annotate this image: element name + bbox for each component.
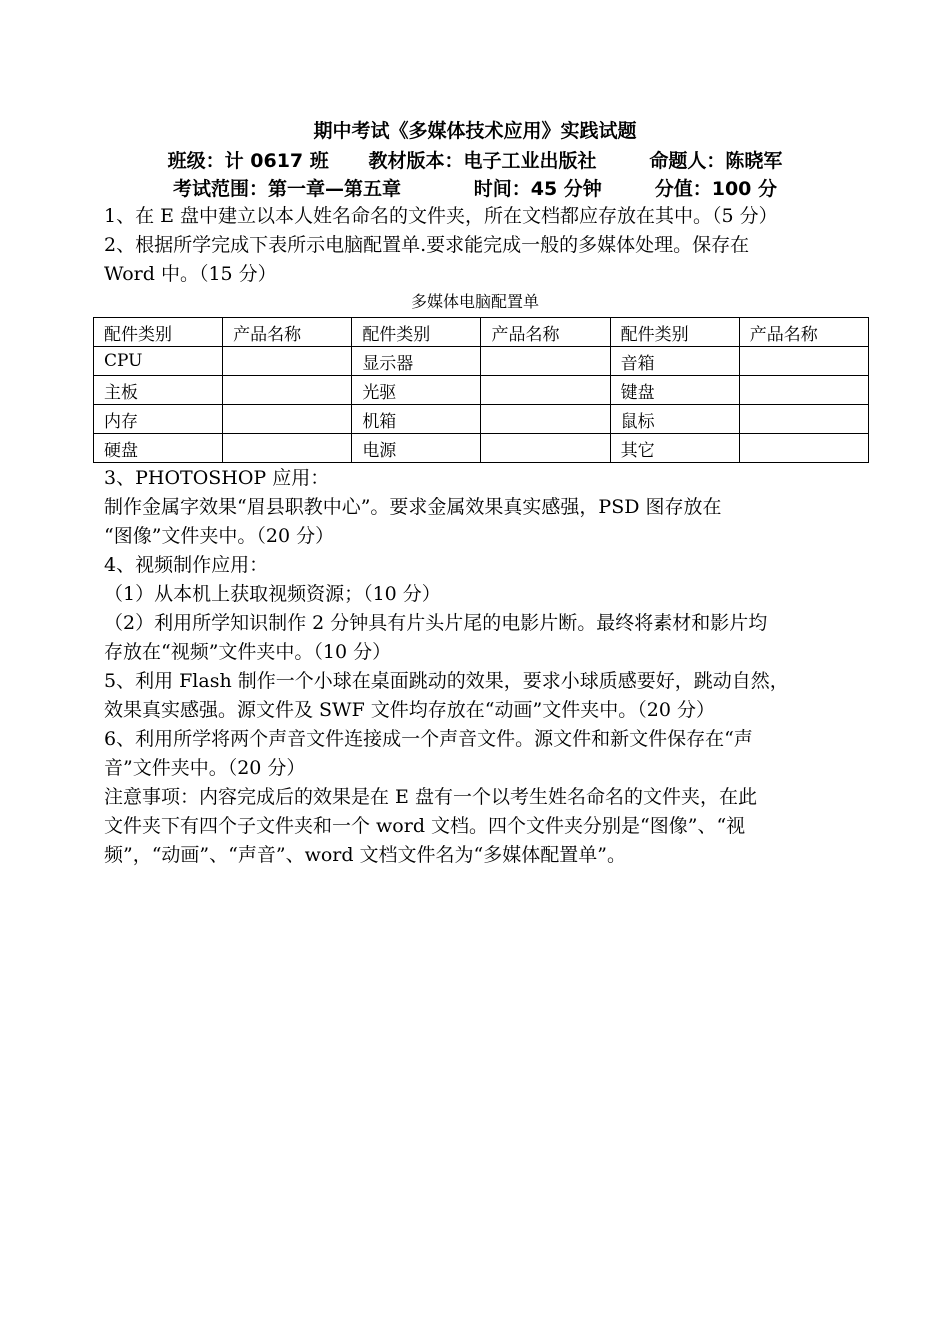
table-cell: 内存 — [94, 405, 223, 434]
note-line-2: 文件夹下有四个子文件夹和一个 word 文档。四个文件夹分别是“图像”、“视 — [104, 815, 746, 837]
table-caption: 多媒体电脑配置单 — [410, 292, 539, 311]
header-cell: 产品名称 — [739, 318, 868, 347]
exam-info-line: 班级：计 0617 班 教材版本：电子工业出版社 命题人：陈晓军 — [167, 150, 783, 172]
question-5-line-1: 5、利用 Flash 制作一个小球在桌面跳动的效果，要求小球质感要好，跳动自然， — [104, 670, 789, 692]
table-cell — [739, 434, 868, 463]
table-cell — [739, 376, 868, 405]
question-4-part-2-line-2: 存放在“视频”文件夹中。（10 分） — [104, 641, 392, 663]
question-1: 1、在 E 盘中建立以本人姓名命名的文件夹，所在文档都应存放在其中。（5 分） — [104, 205, 778, 227]
table-cell: 电源 — [352, 434, 481, 463]
table-cell: 音箱 — [610, 347, 739, 376]
table-cell: 机箱 — [352, 405, 481, 434]
question-5-line-2: 效果真实感强。源文件及 SWF 文件均存放在“动画”文件夹中。（20 分） — [104, 699, 715, 721]
question-4: 4、视频制作应用： — [104, 554, 269, 576]
table-cell: 硬盘 — [94, 434, 223, 463]
page-title: 期中考试《多媒体技术应用》实践试题 — [313, 120, 637, 142]
table-cell: 光驱 — [352, 376, 481, 405]
note-line-3: 频”，“动画”、“声音”、word 文档文件名为“多媒体配置单”。 — [104, 844, 626, 866]
table-cell — [481, 347, 610, 376]
header-cell: 配件类别 — [352, 318, 481, 347]
table-cell — [223, 376, 352, 405]
config-table — [93, 317, 869, 463]
question-4-part-2-line-1: （2）利用所学知识制作 2 分钟具有片头片尾的电影片断。最终将素材和影片均 — [104, 612, 768, 634]
note-line-1: 注意事项：内容完成后的效果是在 E 盘有一个以考生姓名命名的文件夹，在此 — [104, 786, 757, 808]
table-cell — [223, 434, 352, 463]
table-row — [94, 347, 869, 376]
question-3-line-1: 制作金属字效果“眉县职教中心”。要求金属效果真实感强，PSD 图存放在 — [104, 496, 722, 518]
table-cell — [739, 347, 868, 376]
table-cell: 主板 — [94, 376, 223, 405]
table-row — [94, 405, 869, 434]
question-2-line-2: Word 中。（15 分） — [104, 263, 277, 285]
exam-scope-line: 考试范围：第一章—第五章 时间：45 分钟 分值：100 分 — [172, 178, 777, 200]
question-3: 3、PHOTOSHOP 应用： — [104, 467, 330, 489]
table-cell — [739, 405, 868, 434]
header-cell: 配件类别 — [94, 318, 223, 347]
question-4-part-1: （1）从本机上获取视频资源；（10 分） — [104, 583, 441, 605]
table-header-row — [94, 318, 869, 347]
table-cell: CPU — [94, 347, 223, 376]
question-3-line-2: “图像”文件夹中。（20 分） — [104, 525, 335, 547]
table-cell — [481, 376, 610, 405]
table-cell — [481, 434, 610, 463]
header-cell: 配件类别 — [610, 318, 739, 347]
table-cell: 鼠标 — [610, 405, 739, 434]
table-cell — [223, 347, 352, 376]
table-row — [94, 434, 869, 463]
table-cell: 显示器 — [352, 347, 481, 376]
header-cell: 产品名称 — [481, 318, 610, 347]
table-row — [94, 376, 869, 405]
question-6-line-1: 6、利用所学将两个声音文件连接成一个声音文件。源文件和新文件保存在“声 — [104, 728, 753, 750]
table-cell: 其它 — [610, 434, 739, 463]
table-cell: 键盘 — [610, 376, 739, 405]
question-2-line-1: 2、根据所学完成下表所示电脑配置单.要求能完成一般的多媒体处理。保存在 — [104, 234, 750, 256]
table-cell — [481, 405, 610, 434]
table-cell — [223, 405, 352, 434]
header-cell: 产品名称 — [223, 318, 352, 347]
question-6-line-2: 音”文件夹中。（20 分） — [104, 757, 306, 779]
